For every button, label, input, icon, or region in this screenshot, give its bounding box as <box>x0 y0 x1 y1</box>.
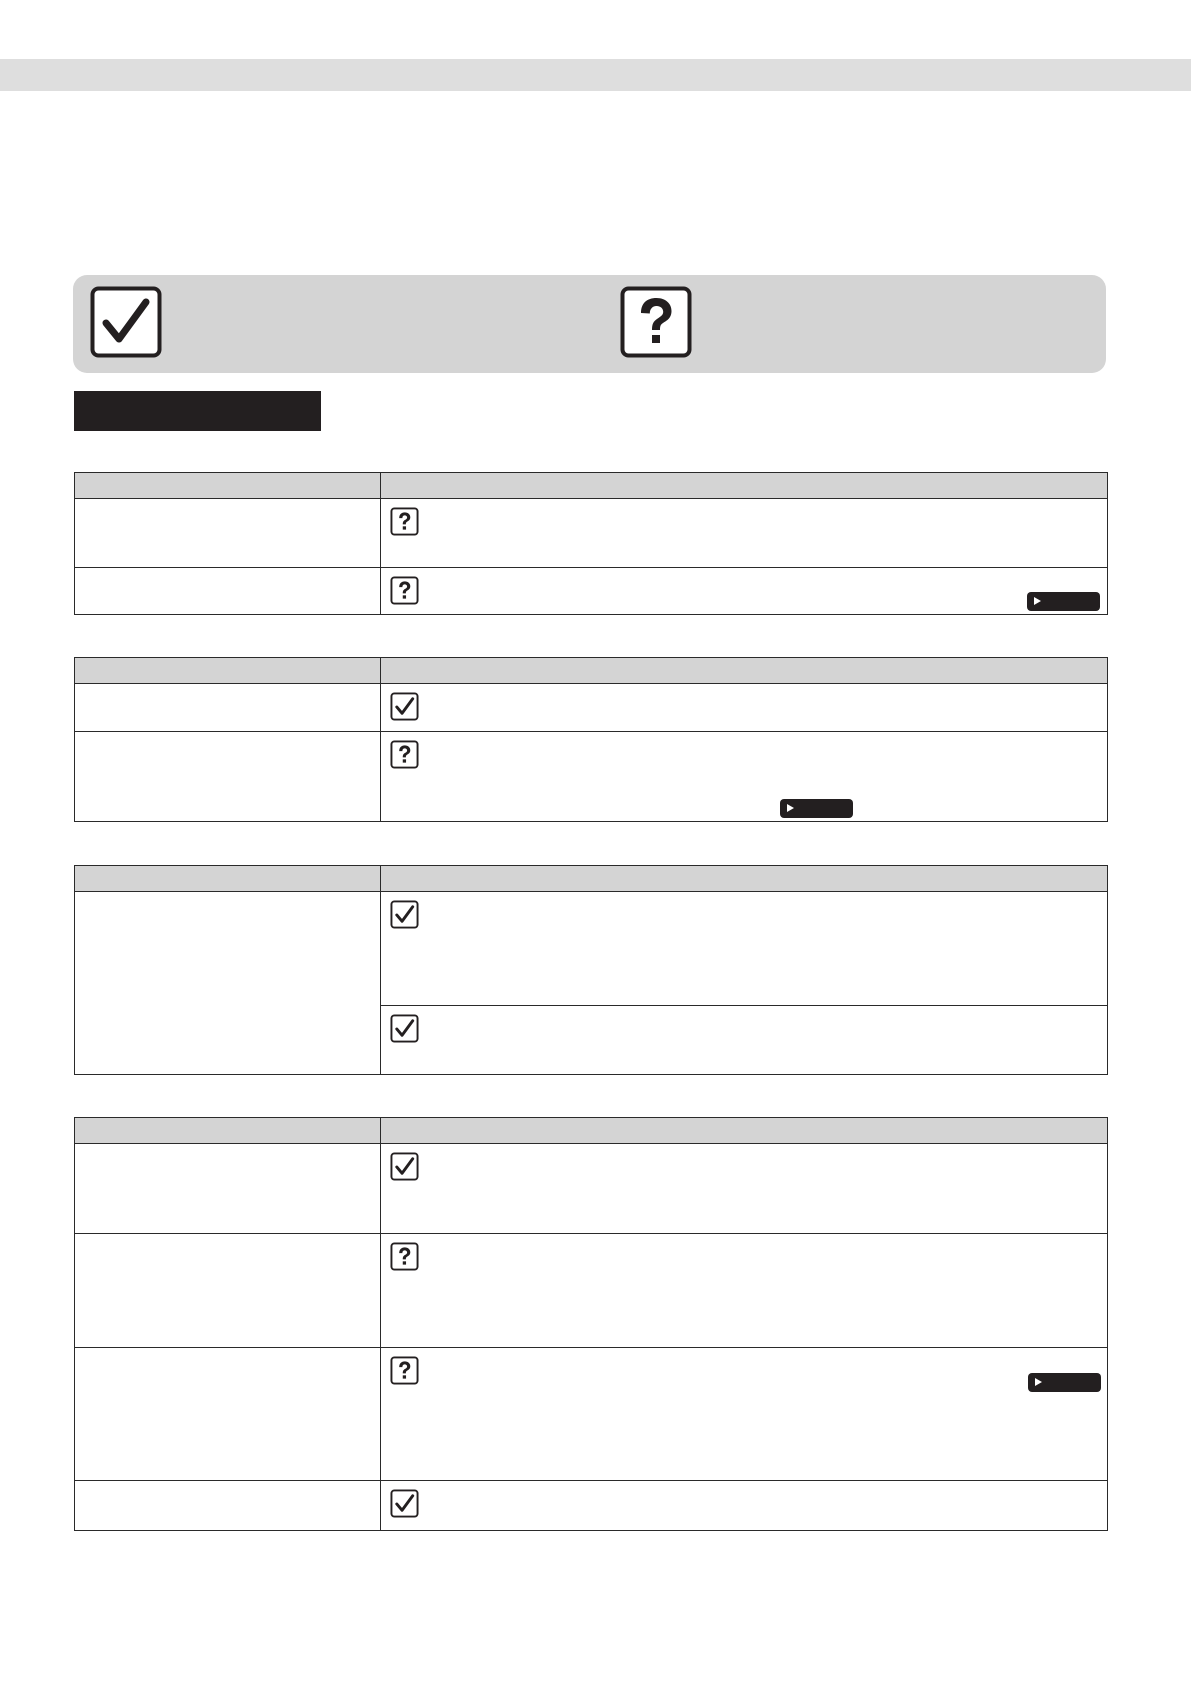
trouble-table <box>74 1117 1108 1531</box>
table-row <box>75 1234 1108 1348</box>
trouble-table <box>74 865 1108 1075</box>
column-header <box>75 866 381 892</box>
table-header-row <box>75 658 1108 684</box>
remedy-cell <box>381 1234 1108 1348</box>
problem-cell <box>75 499 381 568</box>
question-mark-box-icon <box>620 286 692 358</box>
problem-cell <box>75 1481 381 1531</box>
section-heading-bar <box>74 391 321 431</box>
problem-cell <box>75 684 381 732</box>
column-header <box>381 658 1108 684</box>
column-header <box>381 473 1108 499</box>
remedy-cell <box>381 732 1108 822</box>
table-row <box>75 1481 1108 1531</box>
column-header <box>75 1118 381 1144</box>
remedy-cell <box>381 568 1108 615</box>
table-row <box>75 568 1108 615</box>
column-header <box>381 1118 1108 1144</box>
checkmark-box-icon <box>390 1489 419 1518</box>
table-row <box>75 684 1108 732</box>
problem-cell <box>75 732 381 822</box>
legend-panel <box>73 275 1106 373</box>
checkmark-box-icon <box>390 1014 419 1043</box>
question-mark-box-icon <box>390 740 419 769</box>
problem-cell <box>75 1234 381 1348</box>
question-mark-box-icon <box>390 1242 419 1271</box>
table-row <box>75 892 1108 1006</box>
table-row <box>75 499 1108 568</box>
page-reference-link[interactable] <box>1028 1373 1101 1392</box>
column-header <box>75 658 381 684</box>
column-header <box>381 866 1108 892</box>
table-header-row <box>75 866 1108 892</box>
table-row <box>75 1144 1108 1234</box>
table-header-row <box>75 1118 1108 1144</box>
remedy-cell <box>381 1144 1108 1234</box>
page-reference-link[interactable] <box>1027 592 1100 611</box>
problem-cell <box>75 1348 381 1481</box>
table-row <box>75 1348 1108 1481</box>
page-reference-link[interactable] <box>780 799 853 818</box>
problem-cell <box>75 1144 381 1234</box>
question-mark-box-icon <box>390 507 419 536</box>
remedy-cell <box>381 1481 1108 1531</box>
trouble-table <box>74 472 1108 615</box>
remedy-cell <box>381 1006 1108 1075</box>
header-band <box>0 59 1191 91</box>
checkmark-box-icon <box>390 1152 419 1181</box>
problem-cell <box>75 568 381 615</box>
remedy-cell <box>381 684 1108 732</box>
remedy-cell <box>381 499 1108 568</box>
question-mark-box-icon <box>390 1356 419 1385</box>
problem-cell <box>75 892 381 1075</box>
remedy-cell <box>381 892 1108 1006</box>
checkmark-box-icon <box>390 692 419 721</box>
question-mark-box-icon <box>390 576 419 605</box>
table-row <box>75 732 1108 822</box>
column-header <box>75 473 381 499</box>
trouble-table <box>74 657 1108 822</box>
checkmark-box-icon <box>90 286 162 358</box>
checkmark-box-icon <box>390 900 419 929</box>
table-header-row <box>75 473 1108 499</box>
remedy-cell <box>381 1348 1108 1481</box>
